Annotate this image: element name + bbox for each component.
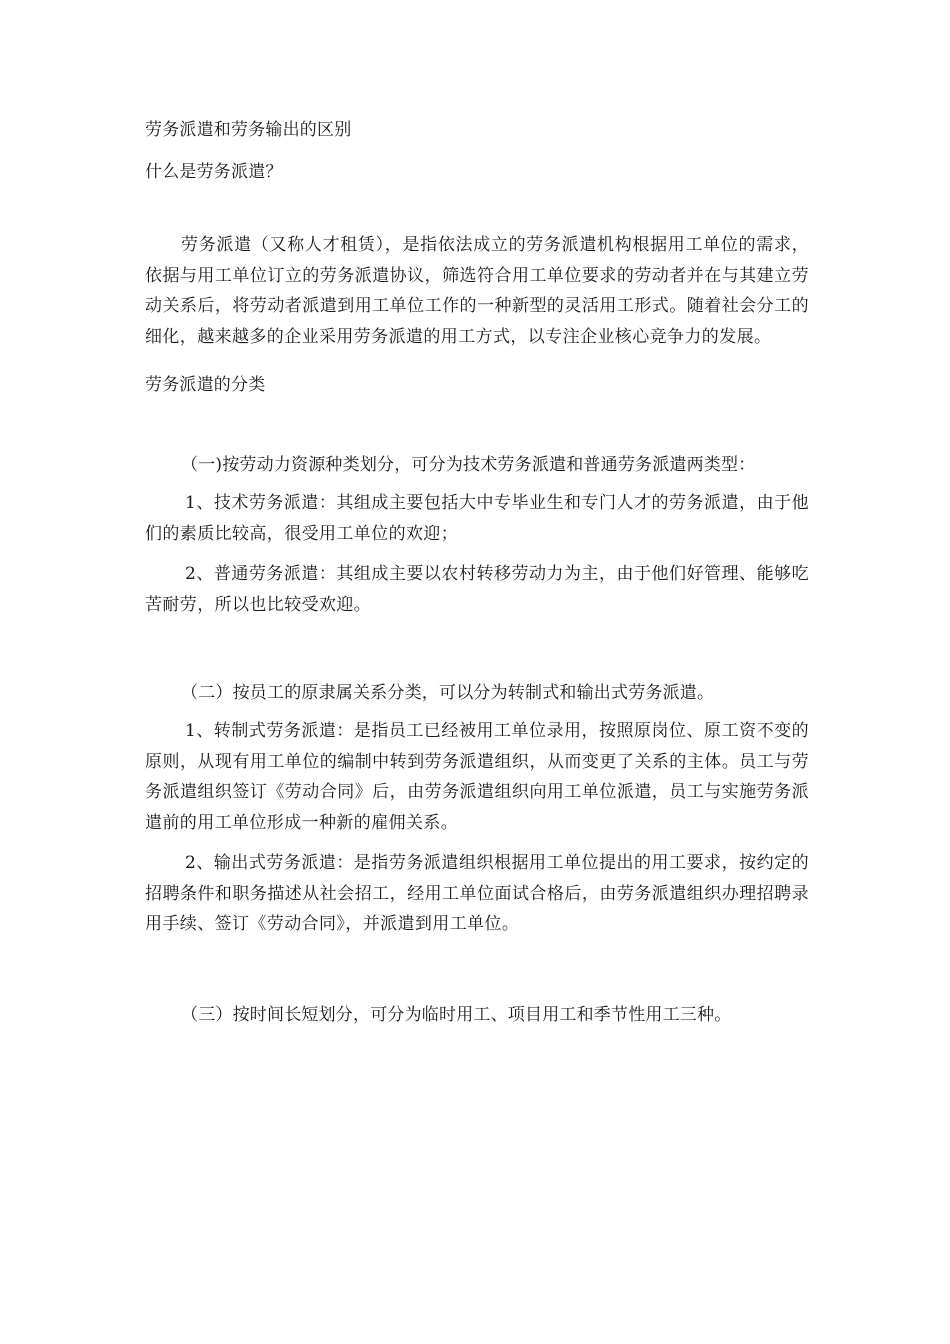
section3-heading: （三）按时间长短划分，可分为临时用工、项目用工和季节性用工三种。: [181, 1004, 732, 1025]
question-heading: 什么是劳务派遣？: [145, 162, 283, 182]
section2-heading: （二）按员工的原隶属关系分类，可以分为转制式和输出式劳务派遣。: [181, 683, 715, 703]
document-body: [145, 117, 809, 1028]
section1-heading: （一)按劳动力资源种类划分，可分为技术劳务派遣和普通劳务派遣两类型：: [181, 455, 756, 475]
document-title: 劳务派遣和劳务输出的区别: [145, 120, 352, 140]
section2-item2: 2、输出式劳务派遣：是指劳务派遣组织根据用工单位提出的用工要求，按约定的招聘条件和职务描述从社会招工，经用工单位面试合格后，由劳务派遣组织办理招聘录用手续、签订《劳动合同》，并派遣到用工单位。: [145, 853, 809, 934]
classification-heading: 劳务派遣的分类: [145, 375, 266, 395]
section1-item2: 2、普通劳务派遣：其组成主要以农村转移劳动力为主，由于他们好管理、能够吃苦耐劳，所以也比较受欢迎。: [145, 564, 809, 615]
definition-paragraph: 劳务派遣（又称人才租赁），是指依法成立的劳务派遣机构根据用工单位的需求，依据与用工单位订立的劳务派遣协议，筛选符合用工单位要求的劳动者并在与其建立劳动关系后，将劳动者派遣到用工单位工作的一种新型的灵活用工形式。随着社会分工的细化，越来越多的企业采用劳务派遣的用工方式，以专注企业核心竞争力的发展。: [145, 235, 809, 347]
section2-item1: 1、转制式劳务派遣：是指员工已经被用工单位录用，按照原岗位、原工资不变的原则，从现有用工单位的编制中转到劳务派遣组织，从而变更了关系的主体。员工与劳务派遣组织签订《劳动合同》后，由劳务派遣组织向用工单位派遣，员工与实施劳务派遣前的用工单位形成一种新的雇佣关系。: [145, 721, 809, 833]
section1-item1: 1、技术劳务派遣：其组成主要包括大中专毕业生和专门人才的劳务派遣，由于他们的素质比较高，很受用工单位的欢迎；: [145, 493, 809, 544]
